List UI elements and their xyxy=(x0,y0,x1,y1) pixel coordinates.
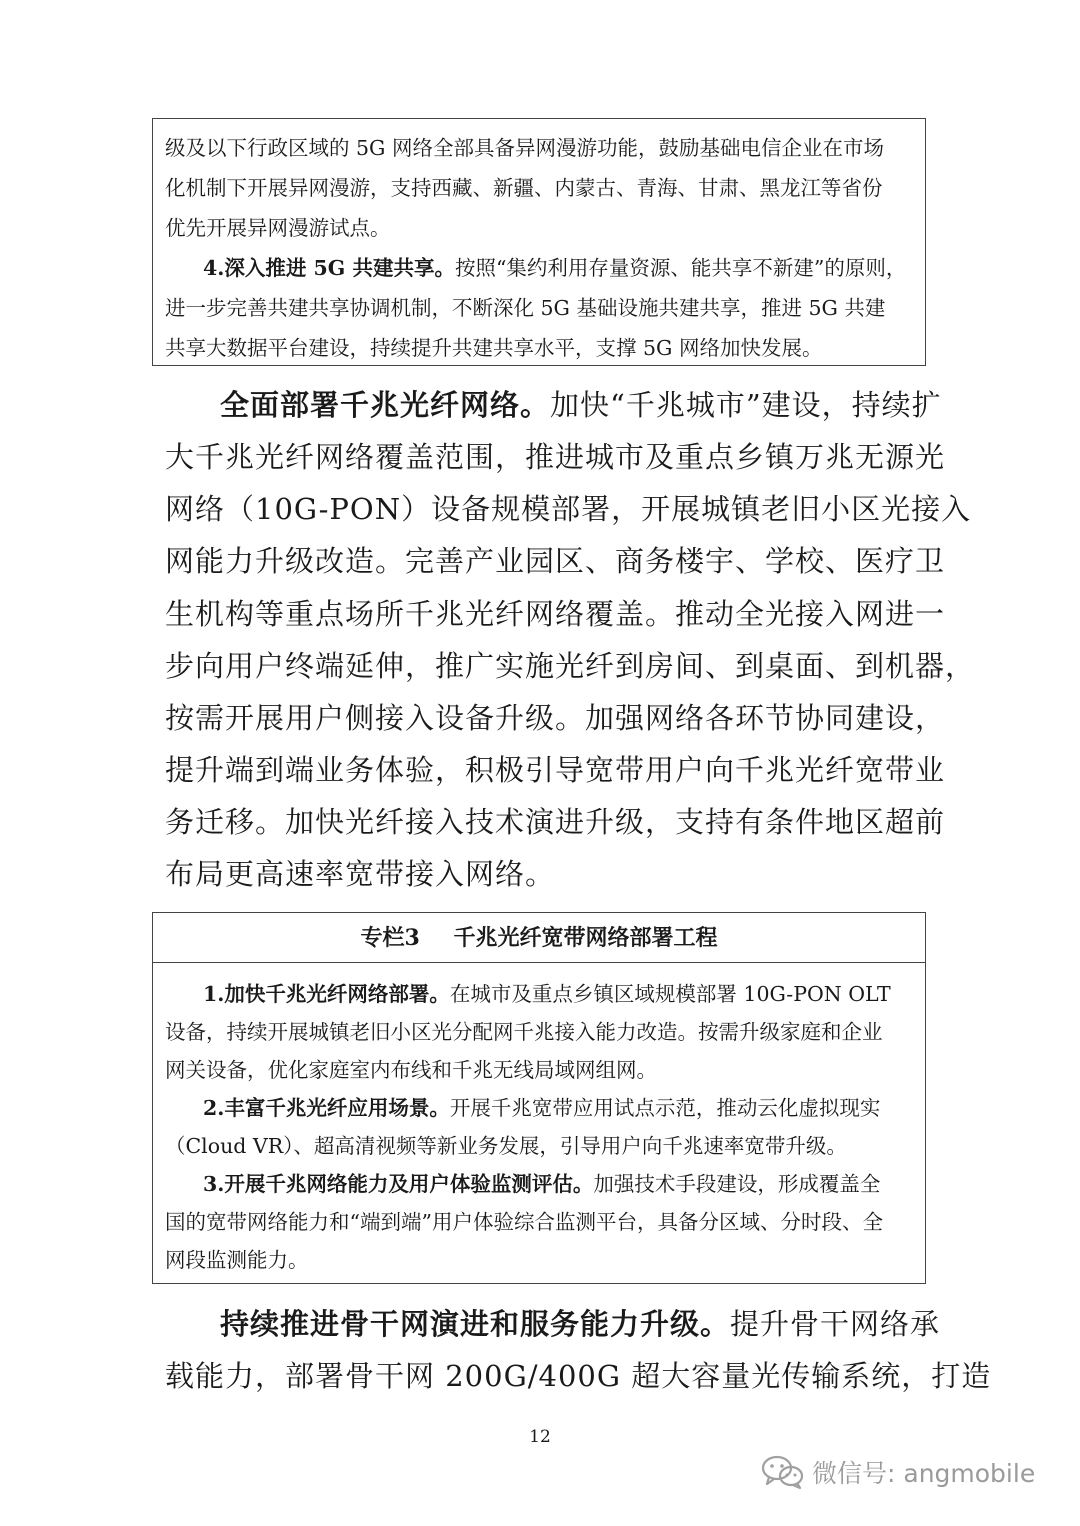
column-label: 专栏3 xyxy=(360,925,420,951)
paragraph-line: 网络（10G-PON）设备规模部署，开展城镇老旧小区光接入 xyxy=(165,492,972,526)
item-title: 2.丰富千兆光纤应用场景。 xyxy=(203,1096,450,1120)
box-text-line: 级及以下行政区域的 5G 网络全部具备异网漫游功能，鼓励基础电信企业在市场 xyxy=(165,136,884,160)
item-text: 开展千兆宽带应用试点示范，推动云化虚拟现实 xyxy=(449,1096,881,1120)
box-text-line: 设备，持续开展城镇老旧小区光分配网千兆接入能力改造。按需升级家庭和企业 xyxy=(165,1020,883,1044)
paragraph-line: 网能力升级改造。完善产业园区、商务楼宇、学校、医疗卫 xyxy=(165,544,946,578)
paragraph-heading: 持续推进骨干网演进和服务能力升级。 xyxy=(220,1307,731,1341)
box-item-1 xyxy=(203,977,891,1007)
paragraph-text: 提升骨干网络承 xyxy=(730,1307,941,1341)
page-number: 12 xyxy=(529,1427,551,1447)
box-text-line: （Cloud VR）、超高清视频等新业务发展，引导用户向千兆速率宽带升级。 xyxy=(165,1134,847,1158)
box-item-2 xyxy=(203,1091,880,1121)
paragraph-line: 载能力，部署骨干网 200G/400G 超大容量光传输系统，打造 xyxy=(165,1359,992,1393)
box-item-4 xyxy=(203,251,906,281)
paragraph-line: 按需开展用户侧接入设备升级。加强网络各环节协同建设， xyxy=(165,701,946,735)
item-text: 加强技术手段建设，形成覆盖全 xyxy=(593,1172,881,1196)
column-box-continued xyxy=(152,118,926,366)
box-text-line: 优先开展异网漫游试点。 xyxy=(165,216,391,240)
item-text: 按照“集约利用存量资源、能共享不新建”的原则， xyxy=(454,256,907,280)
item-title: 1.加快千兆光纤网络部署。 xyxy=(203,982,450,1006)
item-title: 3.开展千兆网络能力及用户体验监测评估。 xyxy=(203,1172,594,1196)
box-text-line: 进一步完善共建共享协调机制，不断深化 5G 基础设施共建共享，推进 5G 共建 xyxy=(165,296,886,320)
paragraph-line: 生机构等重点场所千兆光纤网络覆盖。推动全光接入网进一 xyxy=(165,597,946,631)
paragraph-line xyxy=(220,383,942,424)
item-text: 在城市及重点乡镇区域规模部署 10G-PON OLT xyxy=(449,982,891,1006)
paragraph-text: 加快“千兆城市”建设，持续扩 xyxy=(550,388,942,422)
column-title: 千兆光纤宽带网络部署工程 xyxy=(453,925,718,951)
column-box-3 xyxy=(152,912,926,1284)
wechat-icon xyxy=(760,1454,806,1490)
box-text-line: 网段监测能力。 xyxy=(165,1248,309,1272)
item-title: 4.深入推进 5G 共建共享。 xyxy=(203,256,455,280)
paragraph-heading: 全面部署千兆光纤网络。 xyxy=(220,388,551,422)
paragraph-line: 布局更高速率宽带接入网络。 xyxy=(165,857,556,891)
paragraph-line: 务迁移。加快光纤接入技术演进升级，支持有条件地区超前 xyxy=(165,805,946,839)
watermark-text: 微信号: angmobile xyxy=(812,1459,1036,1488)
paragraph-line xyxy=(220,1302,940,1343)
box-text-line: 国的宽带网络能力和“端到端”用户体验综合监测平台，具备分区域、分时段、全 xyxy=(165,1210,883,1234)
paragraph-line: 提升端到端业务体验，积极引导宽带用户向千兆光纤宽带业 xyxy=(165,753,946,787)
paragraph-line: 步向用户终端延伸，推广实施光纤到房间、到桌面、到机器， xyxy=(165,649,976,683)
box-item-3 xyxy=(203,1167,880,1197)
column-box-header xyxy=(153,913,925,963)
box-text-line: 化机制下开展异网漫游，支持西藏、新疆、内蒙古、青海、甘肃、黑龙江等省份 xyxy=(165,176,883,200)
watermark xyxy=(760,1452,1035,1492)
box-text-line: 共享大数据平台建设，持续提升共建共享水平，支撑 5G 网络加快发展。 xyxy=(165,336,823,360)
box-text-line: 网关设备，优化家庭室内布线和千兆无线局域网组网。 xyxy=(165,1058,657,1082)
paragraph-line: 大千兆光纤网络覆盖范围，推进城市及重点乡镇万兆无源光 xyxy=(165,440,946,474)
